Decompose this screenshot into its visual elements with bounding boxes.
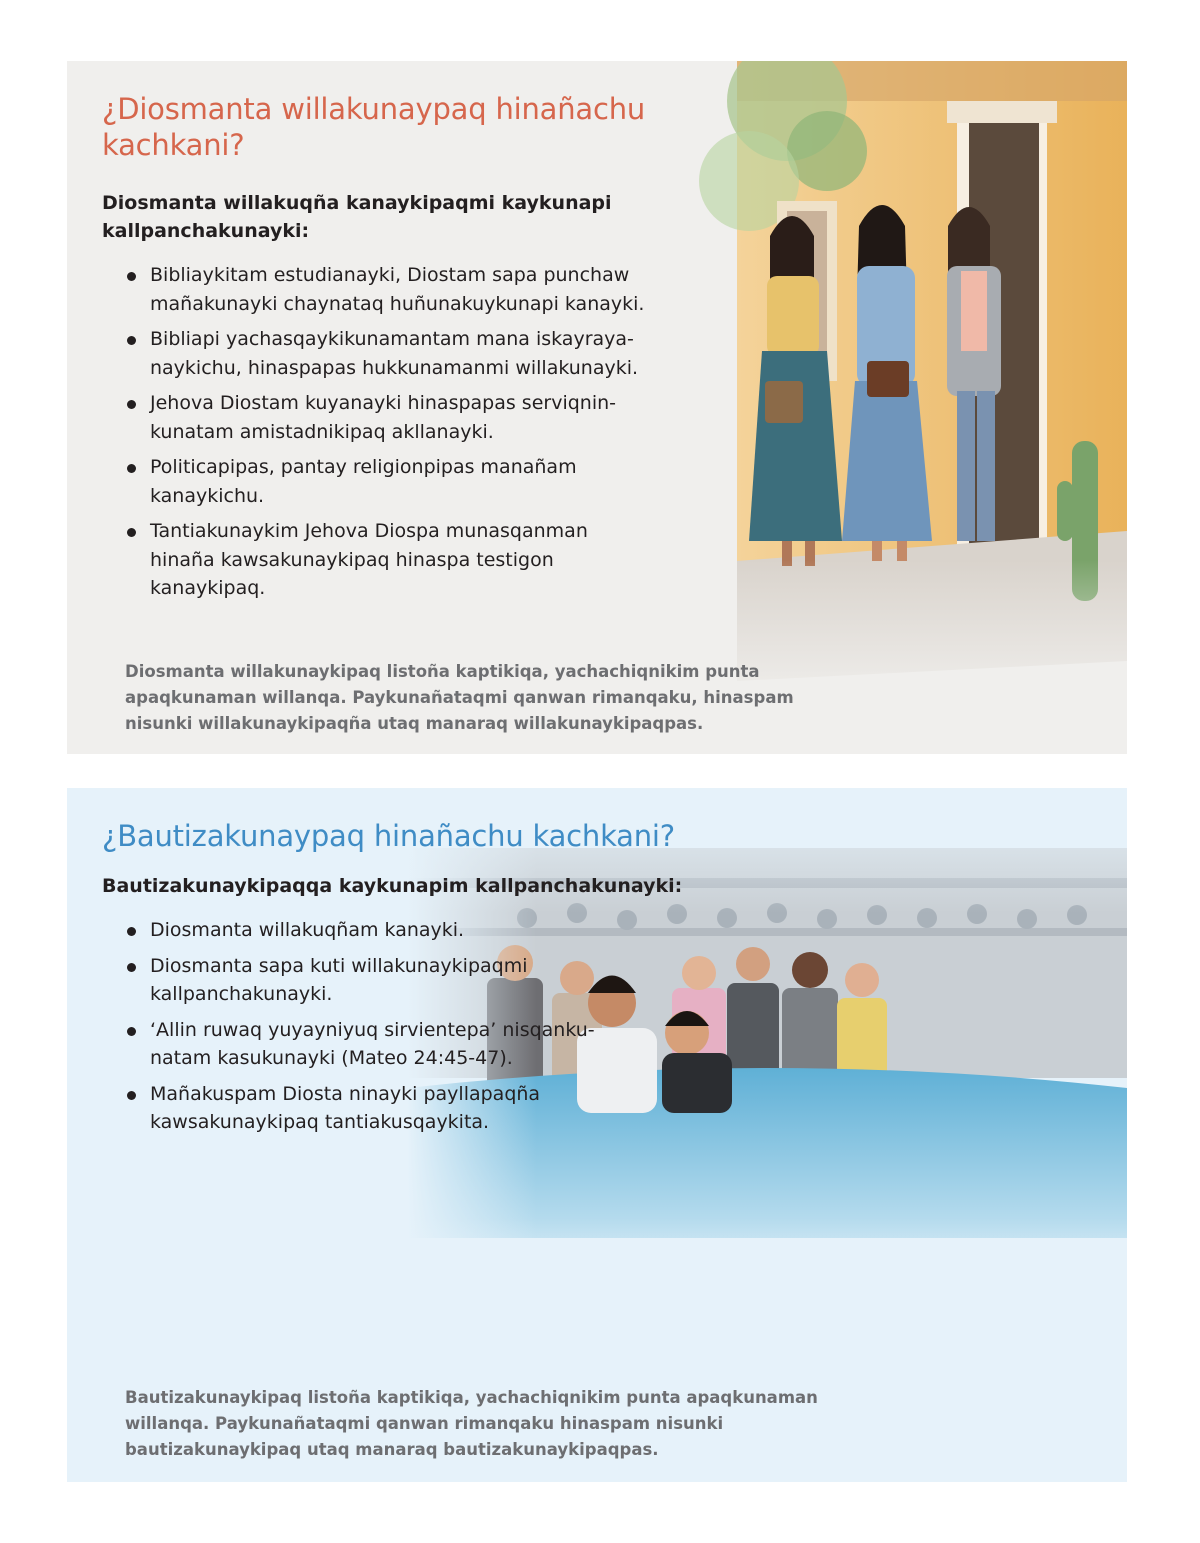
section-title: ¿Bautizakunaypaq hinañachu kachkani? bbox=[102, 819, 675, 853]
preaching-readiness-card bbox=[67, 61, 1127, 754]
list-item: Jehova Diostam kuyanayki hinaspapas serviqnin- kunatam amistadnikipaq akllanayki. bbox=[150, 389, 722, 446]
baptism-readiness-card bbox=[67, 788, 1127, 1482]
preaching-content bbox=[102, 61, 722, 610]
requirements-list bbox=[102, 261, 722, 603]
section-note: Diosmanta willakunaykipaq listoña kaptikiqa, yachachiqnikim punta apaqkunaman willanqa. Paykunañataqmi qanwan rimanqaku, hinaspam nisunki willakunaykipaqña utaq manaraq willakunaykipaqpas. bbox=[125, 662, 794, 733]
list-item: Diosmanta sapa kuti willakunaykipaqmi kallpanchakunayki. bbox=[150, 952, 742, 1009]
section-note: Bautizakunaykipaq listoña kaptikiqa, yachachiqnikim punta apaqkunaman willanqa. Paykunañataqmi qanwan rimanqaku hinaspam nisunki bautizakunaykipaq utaq manaraq bautizakunaykipaqpas. bbox=[125, 1388, 818, 1459]
section-title: ¿Diosmanta willakunaypaq hinañachu kachkani? bbox=[102, 92, 646, 162]
section-lead: Bautizakunaykipaqqa kaykunapim kallpanchakunayki: bbox=[102, 875, 683, 897]
baptism-content bbox=[102, 788, 742, 1144]
list-item: Diosmanta willakuqñam kanayki. bbox=[150, 916, 742, 945]
section-lead: Diosmanta willakuqña kanaykipaqmi kaykunapi kallpanchakunayki: bbox=[102, 192, 612, 242]
list-item: Bibliapi yachasqaykikunamantam mana iskayraya- naykichu, hinaspapas hukkunamanmi willakunayki. bbox=[150, 325, 722, 382]
list-item: ‘Allin ruwaq yuyayniyuq sirvientepa’ nisqanku- natam kasukunayki (Mateo 24:45-47). bbox=[150, 1016, 742, 1073]
list-item: Bibliaykitam estudianayki, Diostam sapa punchaw mañakunayki chaynataq huñunakuykunapi kanayki. bbox=[150, 261, 722, 318]
requirements-list bbox=[102, 916, 742, 1137]
list-item: Politicapipas, pantay religionpipas manañam kanaykichu. bbox=[150, 453, 722, 510]
list-item: Mañakuspam Diosta ninayki payllapaqña kawsakunaykipaq tantiakusqaykita. bbox=[150, 1080, 742, 1137]
list-item: Tantiakunaykim Jehova Diospa munasqanman hinaña kawsakunaykipaq hinaspa testigon kanaykipaq. bbox=[150, 517, 722, 603]
